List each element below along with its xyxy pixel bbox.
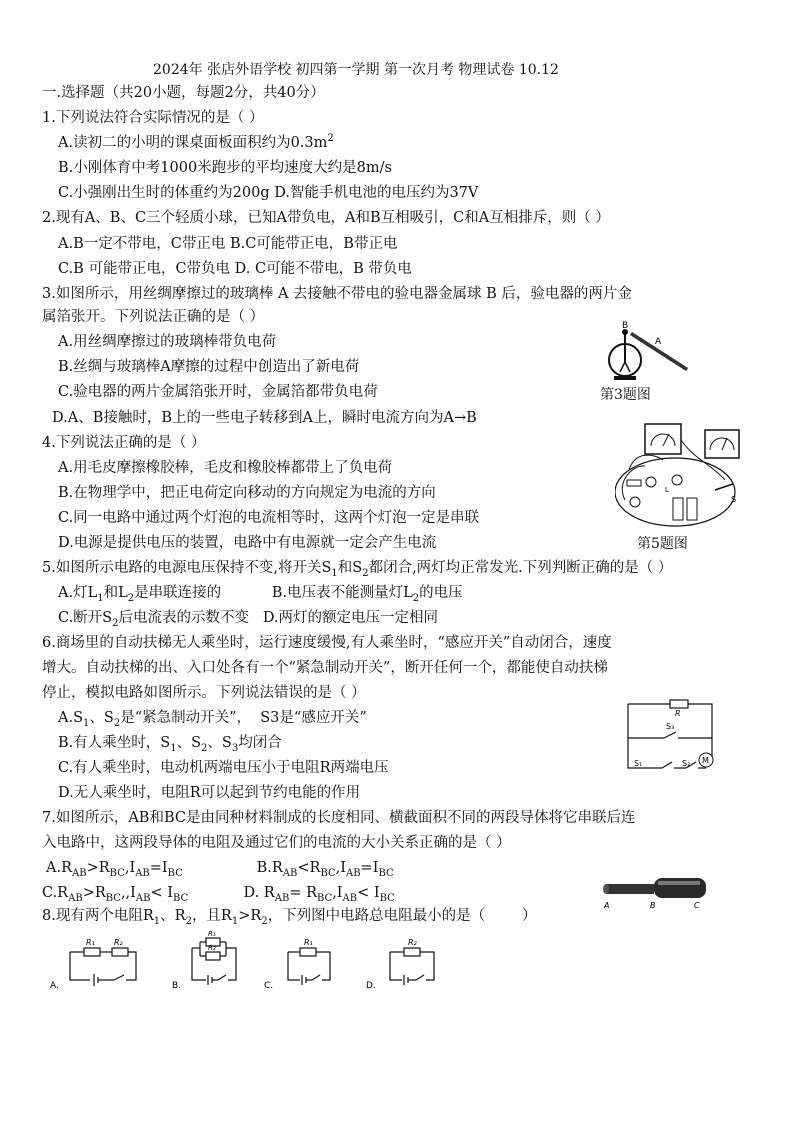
q3-label-a: A (655, 337, 662, 347)
q5-option-ab: A.灯$L_1$和$L_2$是串联连接的 B.电压表不能测量灯$L_2$的电压 (58, 585, 463, 604)
q8-option-b-label: B. (172, 981, 182, 991)
q7-stem-line2: 入电路中，这两段导体的电阻及通过它们的电流的大小关系正确的是（ ） (42, 835, 511, 851)
q8d-label-r2: R₂ (408, 938, 417, 947)
q8-option-c-circuit (262, 934, 346, 994)
q5-stem: 5.如图所示电路的电源电压保持不变,将开关$S_1$和$S_2$都闭合,两灯均正常发光.下列判断正确的是（ ） (42, 560, 673, 579)
q8b-label-r2: R₂ (208, 944, 216, 952)
q6-stem-line2: 增大。自动扶梯的出、入口处各有一个“紧急制动开关”，断开任何一个，都能使自动扶梯 (42, 660, 608, 676)
q6-stem-line1: 6.商场里的自动扶梯无人乘坐时，运行速度缓慢,有人乘坐时，“感应开关”自动闭合，速度 (42, 635, 612, 651)
exam-title: 2024年 张店外语学校 初四第一学期 第一次月考 物理试卷 10.12 (153, 62, 559, 78)
q7-label-b: B (650, 901, 656, 910)
q7-conductor-figure (602, 870, 714, 912)
q4-stem: 4.下列说法正确的是（ ） (42, 435, 206, 451)
q7-stem-line1: 7.如图所示，AB和BC是由同种材料制成的长度相同、横截面积不同的两段导体将它串联后连 (42, 810, 636, 826)
q7-option-ab: $A.R_{AB}>R_{BC},I_{AB}=I_{BC}$ $B.R_{AB}<R_{BC},I_{AB}=I_{BC}$ (46, 860, 394, 879)
q1-option-cd: C.小强刚出生时的体重约为200g D.智能手机电池的电压约为37V (58, 185, 479, 201)
q6-option-c: C.有人乘坐时，电动机两端电压小于电阻R两端电压 (58, 760, 389, 776)
q3-option-b: B.丝绸与玻璃棒A摩擦的过程中创造出了新电荷 (58, 359, 360, 375)
q8a-label-r2: R₂ (114, 938, 123, 947)
svg-text:L: L (665, 486, 669, 494)
q4-option-c: C.同一电路中通过两个灯泡的电流相等时，这两个灯泡一定是串联 (58, 510, 480, 526)
q3-option-c: C.验电器的两片金属箔张开时，金属箔都带负电荷 (58, 384, 378, 400)
q2-option-cd: C.B 可能带正电，C带负电 D. C可能不带电，B 带负电 (58, 261, 412, 277)
q6-option-d: D.无人乘坐时，电阻R可以起到节约电能的作用 (58, 785, 361, 801)
q4-option-a: A.用毛皮摩擦橡胶棒，毛皮和橡胶棒都带上了负电荷 (58, 460, 393, 476)
q6-option-b: B.有人乘坐时，$S_1$、$S_2$、$S_3$均闭合 (58, 735, 282, 754)
q8-option-b-circuit (172, 928, 252, 994)
q4-option-d: D.电源是提供电压的装置，电路中有电源就一定会产生电流 (58, 535, 437, 551)
q2-option-ab: A.B一定不带电，C带正电 B.C可能带正电，B带正电 (58, 236, 398, 252)
q5-figure-caption: 第5题图 (637, 536, 688, 552)
section-heading: 一.选择题（共20小题，每题2分，共40分） (42, 85, 325, 101)
q8-option-a-label: A. (50, 981, 59, 991)
q3-label-b: B (622, 321, 629, 331)
q1-option-b: B.小刚体育中考1000米跑步的平均速度大约是8m/s (58, 160, 392, 176)
q8-option-c-label: C. (264, 981, 274, 991)
q8c-label-r1: R₁ (304, 938, 313, 947)
q1-stem: 1.下列说法符合实际情况的是（ ） (42, 110, 264, 126)
q4-option-b: B.在物理学中，把正电荷定向移动的方向规定为电流的方向 (58, 485, 436, 501)
q6-option-a: $A.S_1$、$S_2$是“紧急制动开关”， S3是“感应开关” (58, 710, 367, 729)
q3-option-a: A.用丝绸摩擦过的玻璃棒带负电荷 (58, 334, 277, 350)
q8-option-a-circuit (48, 934, 148, 994)
q3-stem-line2: 属箔张开。下列说法正确的是（ ） (42, 309, 265, 325)
q2-stem: 2.现有A、B、C三个轻质小球，已知A带负电，A和B互相吸引，C和A互相排斥，则（ ） (42, 210, 610, 226)
q5-circuit-figure (615, 420, 755, 532)
q8a-label-r1: R₁ (86, 938, 95, 947)
q6-circuit-figure (622, 694, 722, 776)
q8-stem: 8.现有两个电阻$R_1$、$R_2$，且$R_1>R_2$，下列图中电路总电阻最小的是（ ） (42, 908, 537, 927)
q3-figure-caption: 第3题图 (600, 387, 651, 403)
q6-label-m: M (702, 756, 709, 765)
q8b-label-r1: R₁ (208, 930, 216, 938)
q6-label-s1: S₁ (634, 759, 643, 768)
q7-label-c: C (694, 901, 700, 910)
q3-electroscope-figure (600, 320, 700, 382)
q7-option-cd: $C.R_{AB}>R_{BC},,I_{AB}< I_{BC}$ D. $R_{AB}= R_{BC},I_{AB}< I_{BC}$ (42, 885, 395, 904)
q8-option-d-circuit (364, 934, 448, 994)
q1-option-a: A.读初二的小明的课桌面板面积约为$0.3m^2$ (58, 133, 334, 151)
q3-option-d: D.A、B接触时，B上的一些电子转移到A上，瞬时电流方向为A→B (52, 410, 477, 426)
q6-label-s2: S₂ (682, 759, 691, 768)
q7-label-a: A (604, 901, 610, 910)
q6-stem-line3: 停止，模拟电路如图所示。下列说法错误的是（ ） (42, 685, 366, 701)
q8-option-d-label: D. (366, 981, 376, 991)
q5-option-cd: C.断开$S_2$后电流表的示数不变 D.两灯的额定电压一定相同 (58, 610, 439, 629)
svg-text:S: S (731, 495, 737, 504)
q3-stem-line1: 3.如图所示，用丝绸摩擦过的玻璃棒 A 去接触不带电的验电器金属球 B 后，验电器的两片金 (42, 286, 632, 302)
q6-label-r: R (675, 709, 681, 718)
q6-label-s3: S₃ (666, 722, 675, 731)
